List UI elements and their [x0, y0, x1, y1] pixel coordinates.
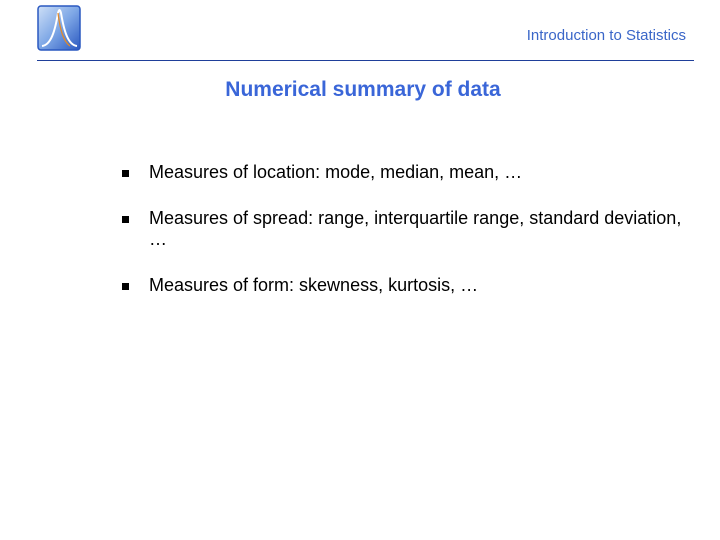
square-bullet-icon — [122, 216, 129, 223]
slide-title: Numerical summary of data — [225, 78, 501, 101]
bullet-text: Measures of form: skewness, kurtosis, … — [149, 275, 479, 295]
square-bullet-icon — [122, 283, 129, 290]
header-divider — [37, 60, 694, 61]
normal-distribution-curve-icon — [37, 5, 81, 51]
bullet-item-spread — [122, 208, 682, 250]
bullet-text: Measures of spread: range, interquartile range, standard deviation, … — [149, 208, 682, 249]
bullet-text: Measures of location: mode, median, mean, … — [149, 162, 523, 182]
header-title: Introduction to Statistics — [526, 27, 686, 44]
bullet-list — [122, 162, 682, 321]
bullet-item-form — [122, 275, 682, 296]
square-bullet-icon — [122, 170, 129, 177]
bullet-item-location — [122, 162, 682, 183]
